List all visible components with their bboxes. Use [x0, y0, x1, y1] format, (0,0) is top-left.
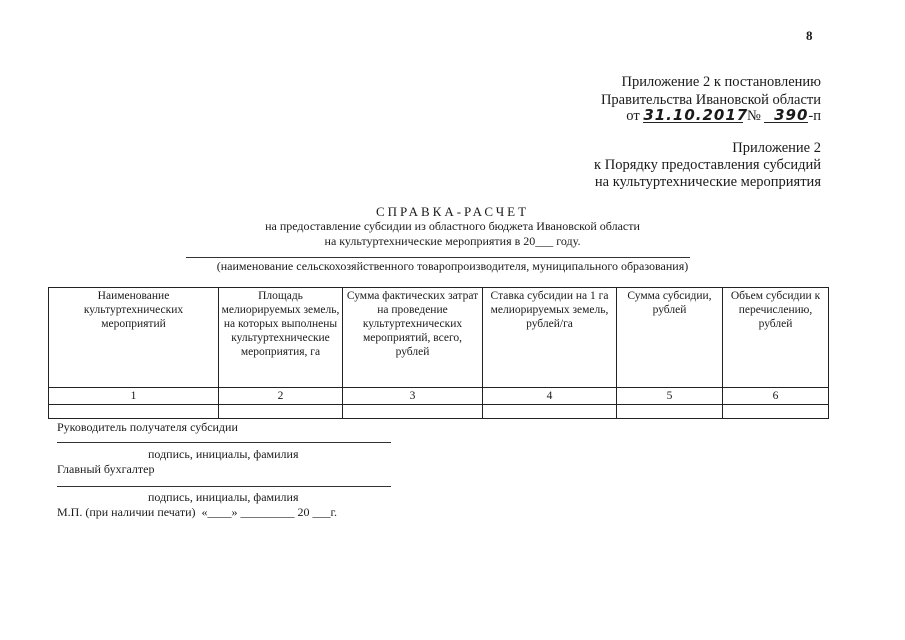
column-number: 5 — [617, 388, 723, 405]
header-cell: Площадь мелиорируемых земель, на которых выполнены культуртехнические мероприятия, га — [219, 288, 343, 388]
empty-cell — [483, 405, 617, 419]
header-cell: Объем субсидии к перечислению, рублей — [723, 288, 829, 388]
empty-cell — [343, 405, 483, 419]
head-caption: подпись, инициалы, фамилия — [148, 447, 299, 461]
column-number: 1 — [49, 388, 219, 405]
handwritten-date: 31.10.2017 — [643, 106, 749, 124]
appendix-decree-line1: Приложение 2 к постановлению — [621, 74, 821, 90]
head-signature-line — [57, 442, 391, 443]
from-prefix: от — [626, 108, 640, 124]
number-suffix: -п — [808, 108, 821, 124]
table-number-row — [49, 388, 829, 405]
empty-cell — [617, 405, 723, 419]
appendix-order-line1: Приложение 2 — [732, 140, 821, 156]
header-cell: Ставка субсидии на 1 га мелиорируемых земель, рублей/га — [483, 288, 617, 388]
document-title: СПРАВКА-РАСЧЕТ — [375, 204, 530, 219]
column-number: 4 — [483, 388, 617, 405]
decree-date-number — [626, 108, 821, 125]
column-number: 3 — [343, 388, 483, 405]
table-empty-row — [49, 405, 829, 419]
empty-cell — [49, 405, 219, 419]
empty-cell — [219, 405, 343, 419]
appendix-order-line3: на культуртехнические мероприятия — [594, 174, 821, 190]
subtitle-line1: на предоставление субсидии из областного бюджета Ивановской области — [265, 219, 640, 233]
accountant-signature-line — [57, 486, 391, 487]
stamp-line: М.П. (при наличии печати) «____» _________ 20 ___г. — [57, 505, 338, 519]
handwritten-number: 390 — [764, 108, 808, 123]
subsidy-table — [48, 287, 829, 419]
page-number: 8 — [806, 28, 813, 43]
producer-caption: (наименование сельскохозяйственного товаропроизводителя, муниципального образования) — [216, 259, 689, 273]
header-cell: Сумма субсидии, рублей — [617, 288, 723, 388]
header-cell: Сумма фактических затрат на проведение культуртехнических мероприятий, всего, рублей — [343, 288, 483, 388]
appendix-decree-line2: Правительства Ивановской области — [600, 92, 821, 108]
head-label: Руководитель получателя субсидии — [57, 420, 238, 434]
header-cell: Наименование культуртехнических мероприятий — [49, 288, 219, 388]
accountant-caption: подпись, инициалы, фамилия — [148, 490, 299, 504]
producer-name-line — [186, 257, 690, 258]
empty-cell — [723, 405, 829, 419]
appendix-order-line2: к Порядку предоставления субсидий — [594, 157, 821, 173]
column-number: 6 — [723, 388, 829, 405]
column-number: 2 — [219, 388, 343, 405]
subtitle-line2: на культуртехнические мероприятия в 20___ году. — [324, 234, 581, 248]
table-header-row — [49, 288, 829, 388]
number-label: № — [746, 108, 761, 124]
accountant-label: Главный бухгалтер — [57, 462, 155, 476]
